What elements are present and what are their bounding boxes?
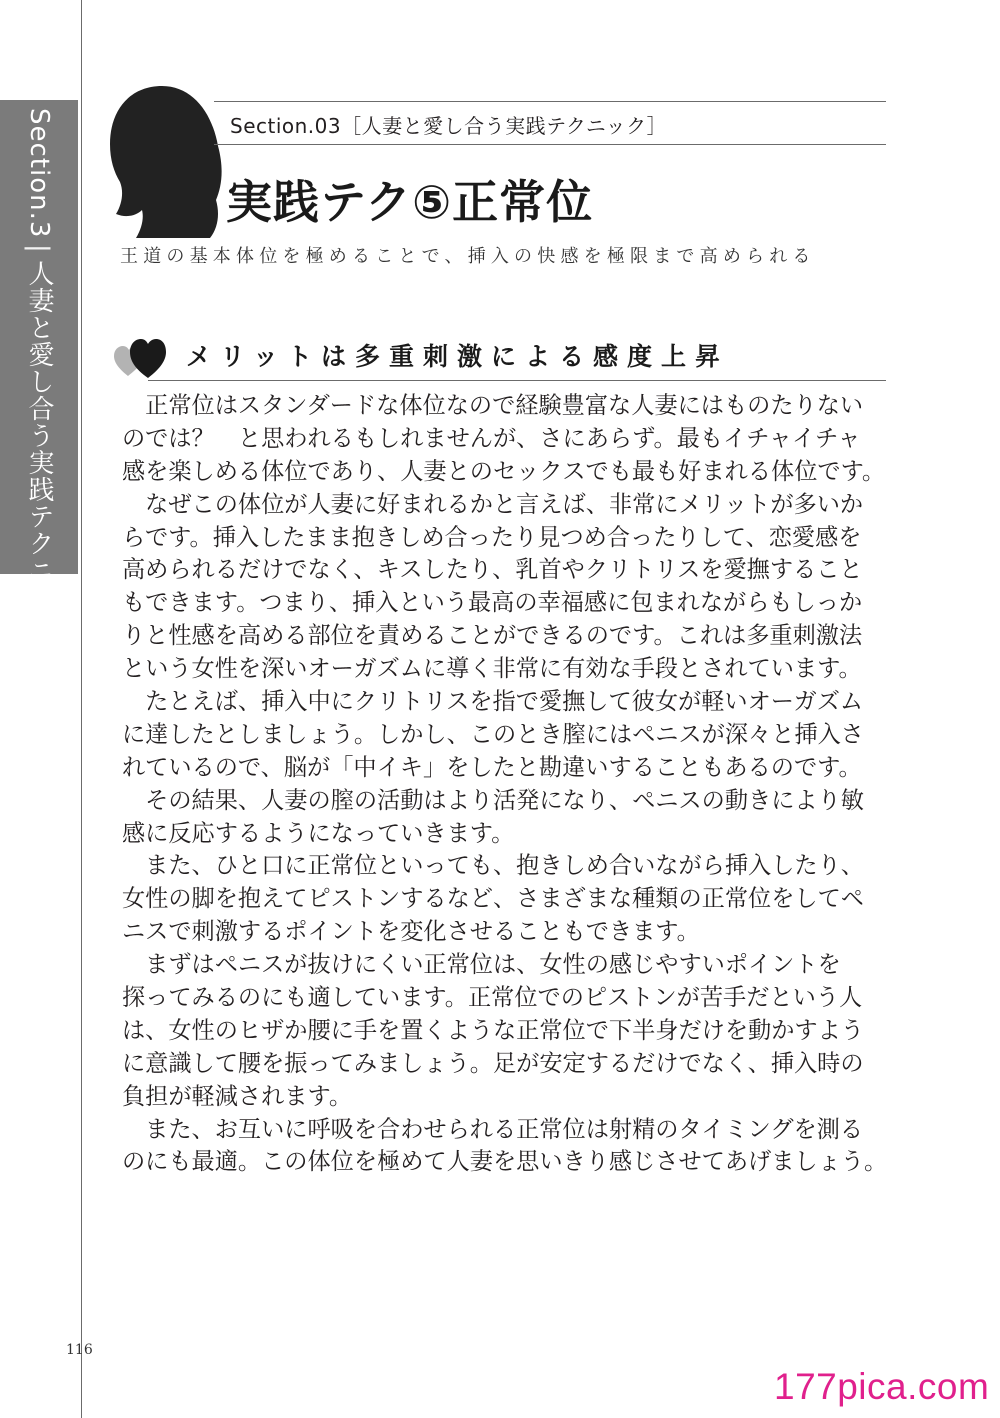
body-line: らです。挿入したまま抱きしめ合ったり見つめ合ったりして、恋愛感を: [122, 523, 862, 551]
body-line: 探ってみるのにも適しています。正常位でのピストンが苦手だという人: [122, 984, 863, 1012]
body-line: 正常位はスタンダードな体位なので経験豊富な人妻にはものたりない: [122, 392, 864, 419]
body-line: また、お互いに呼吸を合わせられる正常位は射精のタイミングを測る: [122, 1115, 864, 1143]
section-heading-rule: [148, 380, 886, 381]
body-line: ニスで刺激するポイントを変化させることもできます。: [122, 918, 700, 946]
body-line: に意識して腰を振ってみましょう。足が安定するだけでなく、挿入時の: [122, 1049, 864, 1077]
body-line: れているので、脳が「中イキ」をしたと勘違いすることもあるのです。: [122, 753, 862, 781]
hearts-icon: [114, 336, 166, 380]
body-line: たとえば、挿入中にクリトリスを指で愛撫して彼女が軽いオーガズム: [122, 688, 864, 716]
body-line: また、ひと口に正常位といっても、抱きしめ合いながら挿入したり、: [122, 852, 864, 880]
body-line: 感に反応するようになっていきます。: [122, 819, 515, 847]
body-line: 感を楽しめる体位であり、人妻とのセックスでも最も好まれる体位です。: [122, 457, 886, 485]
body-line: は、女性のヒザか腰に手を置くような正常位で下半身だけを動かすよう: [122, 1016, 864, 1044]
body-line: もできます。つまり、挿入という最高の幸福感に包まれながらもしっか: [122, 589, 863, 617]
body-line: なぜこの体位が人妻に好まれるかと言えば、非常にメリットが多いか: [122, 490, 864, 518]
body-line: 女性の脚を抱えてピストンするなど、さまざまな種類の正常位をしてペ: [122, 885, 864, 913]
body-line: のでは？ と思われるもしれませんが、さにあらず。最もイチャイチャ: [122, 424, 861, 452]
body-line: のにも最適。この体位を極めて人妻を思いきり感じさせてあげましょう。: [122, 1148, 888, 1176]
body-line: 負担が軽減されます。: [122, 1082, 353, 1110]
margin-divider: [81, 0, 82, 1418]
side-tab-separator: |: [24, 244, 54, 255]
page-subtitle: 王道の基本体位を極めることで、挿入の快感を極限まで高められる: [120, 246, 816, 267]
side-tab-section: Section.3: [24, 108, 54, 239]
page-number: 116: [66, 1342, 93, 1358]
body-line: 高められるだけでなく、キスしたり、乳首やクリトリスを愛撫すること: [122, 556, 863, 584]
header-rule-middle: [214, 144, 886, 145]
chapter-side-tab: [0, 100, 78, 639]
header-rule-top: [214, 101, 886, 102]
body-line: に達したとしましょう。しかし、このとき膣にはペニスが深々と挿入さ: [122, 720, 864, 748]
woman-silhouette-icon: [100, 82, 224, 240]
body-line: りと性感を高める部位を責めることができるのです。これは多重刺激法: [122, 622, 863, 650]
page-title: 実践テク⑤正常位: [226, 175, 594, 229]
section-heading: メリットは多重刺激による感度上昇: [186, 342, 730, 371]
body-line: まずはペニスが抜けにくい正常位は、女性の感じやすいポイントを: [122, 951, 841, 979]
body-line: その結果、人妻の膣の活動はより活発になり、ペニスの動きにより敏: [122, 786, 864, 814]
side-tab-chapter: 人妻と愛し合う実践テクニック: [24, 260, 54, 639]
body-line: という女性を深いオーガズムに導く非常に有効な手段とされています。: [122, 655, 862, 683]
site-watermark: 177pica.com: [774, 1366, 990, 1407]
body-text: [122, 390, 890, 1179]
side-tab-label: [6, 108, 72, 639]
section-label: Section.03［人妻と愛し合う実践テクニック］: [230, 114, 668, 138]
